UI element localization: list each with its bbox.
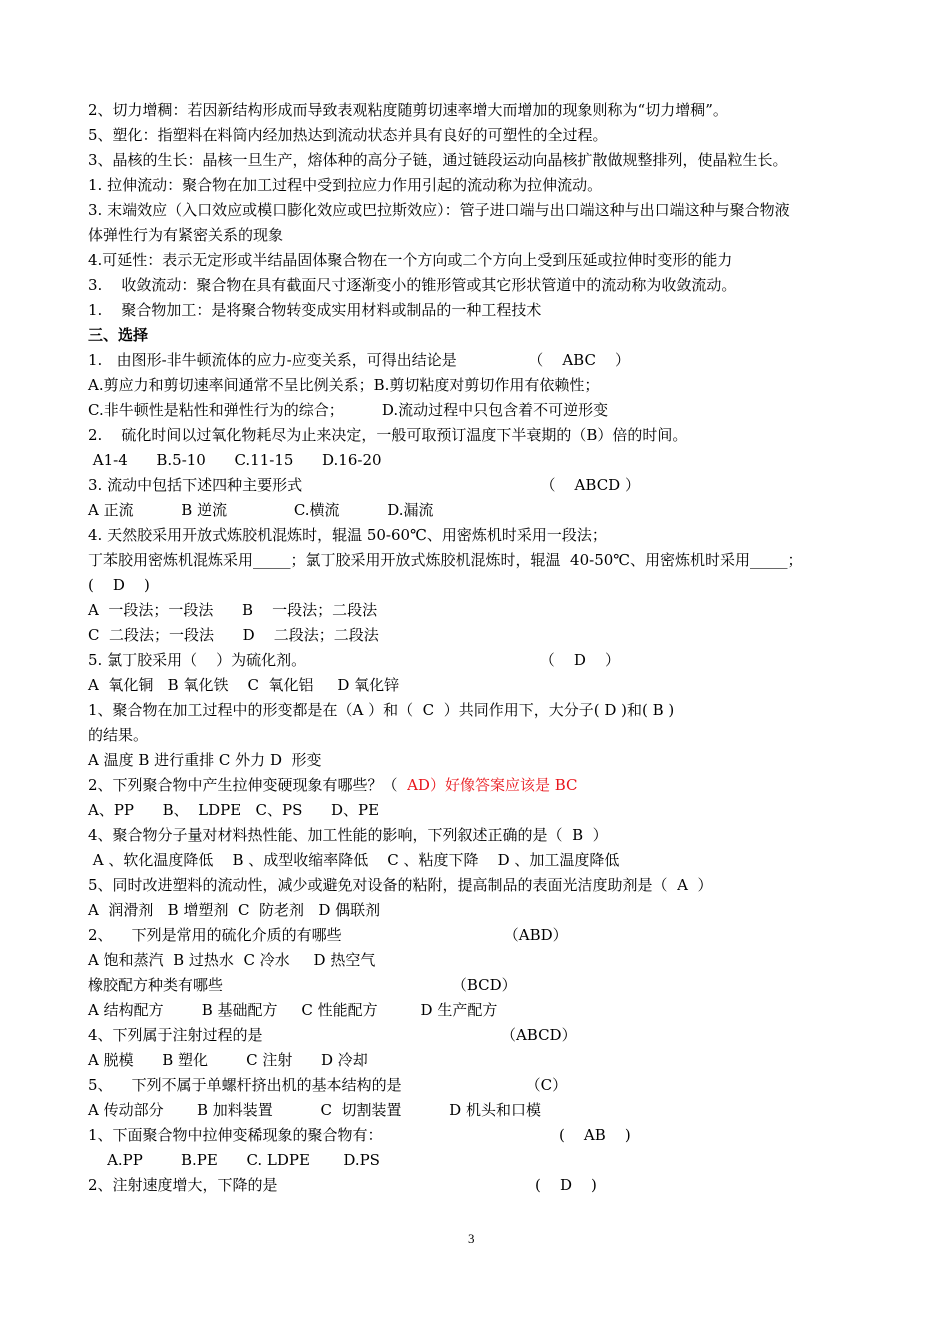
text-line: 5、 下列不属于单螺杆挤出机的基本结构的是 （C） <box>88 1076 568 1094</box>
text-line: A 正流 B 逆流 C.横流 D.漏流 <box>88 501 434 519</box>
section-heading: 三、选择 <box>88 326 149 344</box>
text-line: 的结果。 <box>88 726 149 744</box>
text-line: C 二段法；一段法 D 二段法；二段法 <box>88 626 379 644</box>
text-line: 3. 末端效应（入口效应或模口膨化效应或巴拉斯效应）：管子进口端与出口端这种与出口端这种与聚合物液 <box>88 201 790 219</box>
text-line: 1. 由图形-非牛顿流体的应力-应变关系，可得出结论是 （ ABC ） <box>88 351 631 369</box>
text-line: A 一段法；一段法 B 一段法；二段法 <box>88 601 378 619</box>
text-line: A 脱模 B 塑化 C 注射 D 冷却 <box>88 1051 368 1069</box>
text-line: A 温度 B 进行重排 C 外力 D 形变 <box>88 751 322 769</box>
text-line: 5、同时改进塑料的流动性，减少或避免对设备的粘附，提高制品的表面光洁度助剂是（ A ） <box>88 876 713 894</box>
text-line: 4.可延性：表示无定形或半结晶固体聚合物在一个方向或二个方向上受到压延或拉伸时变形的能力 <box>88 251 733 269</box>
text-line: 橡胶配方种类有哪些 （BCD） <box>88 976 517 994</box>
text-line: 4、聚合物分子量对材料热性能、加工性能的影响，下列叙述正确的是（ B ） <box>88 826 608 844</box>
text-line: 3. 收敛流动：聚合物在具有截面尺寸逐渐变小的锥形管或其它形状管道中的流动称为收敛流动。 <box>88 276 737 294</box>
text-line: 1. 聚合物加工：是将聚合物转变成实用材料或制品的一种工程技术 <box>88 301 542 319</box>
answer-red: AD <box>407 776 430 794</box>
text-line: 丁苯胶用密炼机混炼采用_____；氯丁胶采用开放式炼胶机混炼时，辊温 40-50℃、用密炼机时采用_____； <box>88 551 803 569</box>
question-text: 2、下列聚合物中产生拉伸变硬现象有哪些？（ <box>88 776 408 794</box>
text-line: 2、注射速度增大，下降的是 ( D ) <box>88 1176 597 1194</box>
text-line <box>88 775 578 795</box>
text-line: 1、聚合物在加工过程中的形变都是在（A ）和（ C ）共同作用下，大分子( D )和( B ) <box>88 701 675 719</box>
text-line: ( D ) <box>88 576 150 594</box>
answer-note-red: ）好像答案应该是 BC <box>429 776 578 794</box>
text-line: 2. 硫化时间以过氧化物耗尽为止来决定，一般可取预订温度下半衰期的（B）倍的时间。 <box>88 426 688 444</box>
text-line: A、PP B、 LDPE C、PS D、PE <box>88 801 380 819</box>
text-line: 体弹性行为有紧密关系的现象 <box>88 226 284 244</box>
text-line: C.非牛顿性是粘性和弹性行为的综合； D.流动过程中只包含着不可逆形变 <box>88 401 609 419</box>
text-line: A 饱和蒸汽 B 过热水 C 冷水 D 热空气 <box>88 951 376 969</box>
text-line: 4. 天然胶采用开放式炼胶机混炼时，辊温 50-60℃、用密炼机时采用一段法； <box>88 526 607 544</box>
text-line: 1、下面聚合物中拉伸变稀现象的聚合物有： ( AB ) <box>88 1126 631 1144</box>
text-line: 5. 氯丁胶采用（ ）为硫化剂。 （ D ） <box>88 651 620 669</box>
text-line: 1. 拉伸流动：聚合物在加工过程中受到拉应力作用引起的流动称为拉伸流动。 <box>88 176 603 194</box>
text-line: A.PP B.PE C. LDPE D.PS <box>88 1151 380 1169</box>
text-line: 3. 流动中包括下述四种主要形式 （ ABCD ） <box>88 476 640 494</box>
page-number: 3 <box>468 1231 475 1246</box>
text-line: A.剪应力和剪切速率间通常不呈比例关系；B.剪切粘度对剪切作用有依赖性； <box>88 376 600 394</box>
text-line: A 润滑剂 B 增塑剂 C 防老剂 D 偶联剂 <box>88 901 381 919</box>
text-line: 4、下列属于注射过程的是 （ABCD） <box>88 1026 577 1044</box>
text-line: 3、晶核的生长：晶核一旦生产，熔体种的高分子链，通过链段运动向晶核扩散做规整排列，使晶粒生长。 <box>88 151 788 169</box>
text-line: 5、塑化：指塑料在料筒内经加热达到流动状态并具有良好的可塑性的全过程。 <box>88 126 608 144</box>
text-line: A1-4 B.5-10 C.11-15 D.16-20 <box>88 451 382 469</box>
text-line: 2、切力增稠：若因新结构形成而导致表观粘度随剪切速率增大而增加的现象则称为“切力增稠”。 <box>88 101 728 119</box>
text-line: 2、 下列是常用的硫化介质的有哪些 （ABD） <box>88 926 568 944</box>
text-line: A 、软化温度降低 B 、成型收缩率降低 C 、粘度下降 D 、加工温度降低 <box>88 851 620 869</box>
text-line: A 结构配方 B 基础配方 C 性能配方 D 生产配方 <box>88 1001 498 1019</box>
text-line: A 传动部分 B 加料装置 C 切割装置 D 机头和口模 <box>88 1101 541 1119</box>
text-line: A 氧化铜 B 氧化铁 C 氧化铝 D 氧化锌 <box>88 676 400 694</box>
